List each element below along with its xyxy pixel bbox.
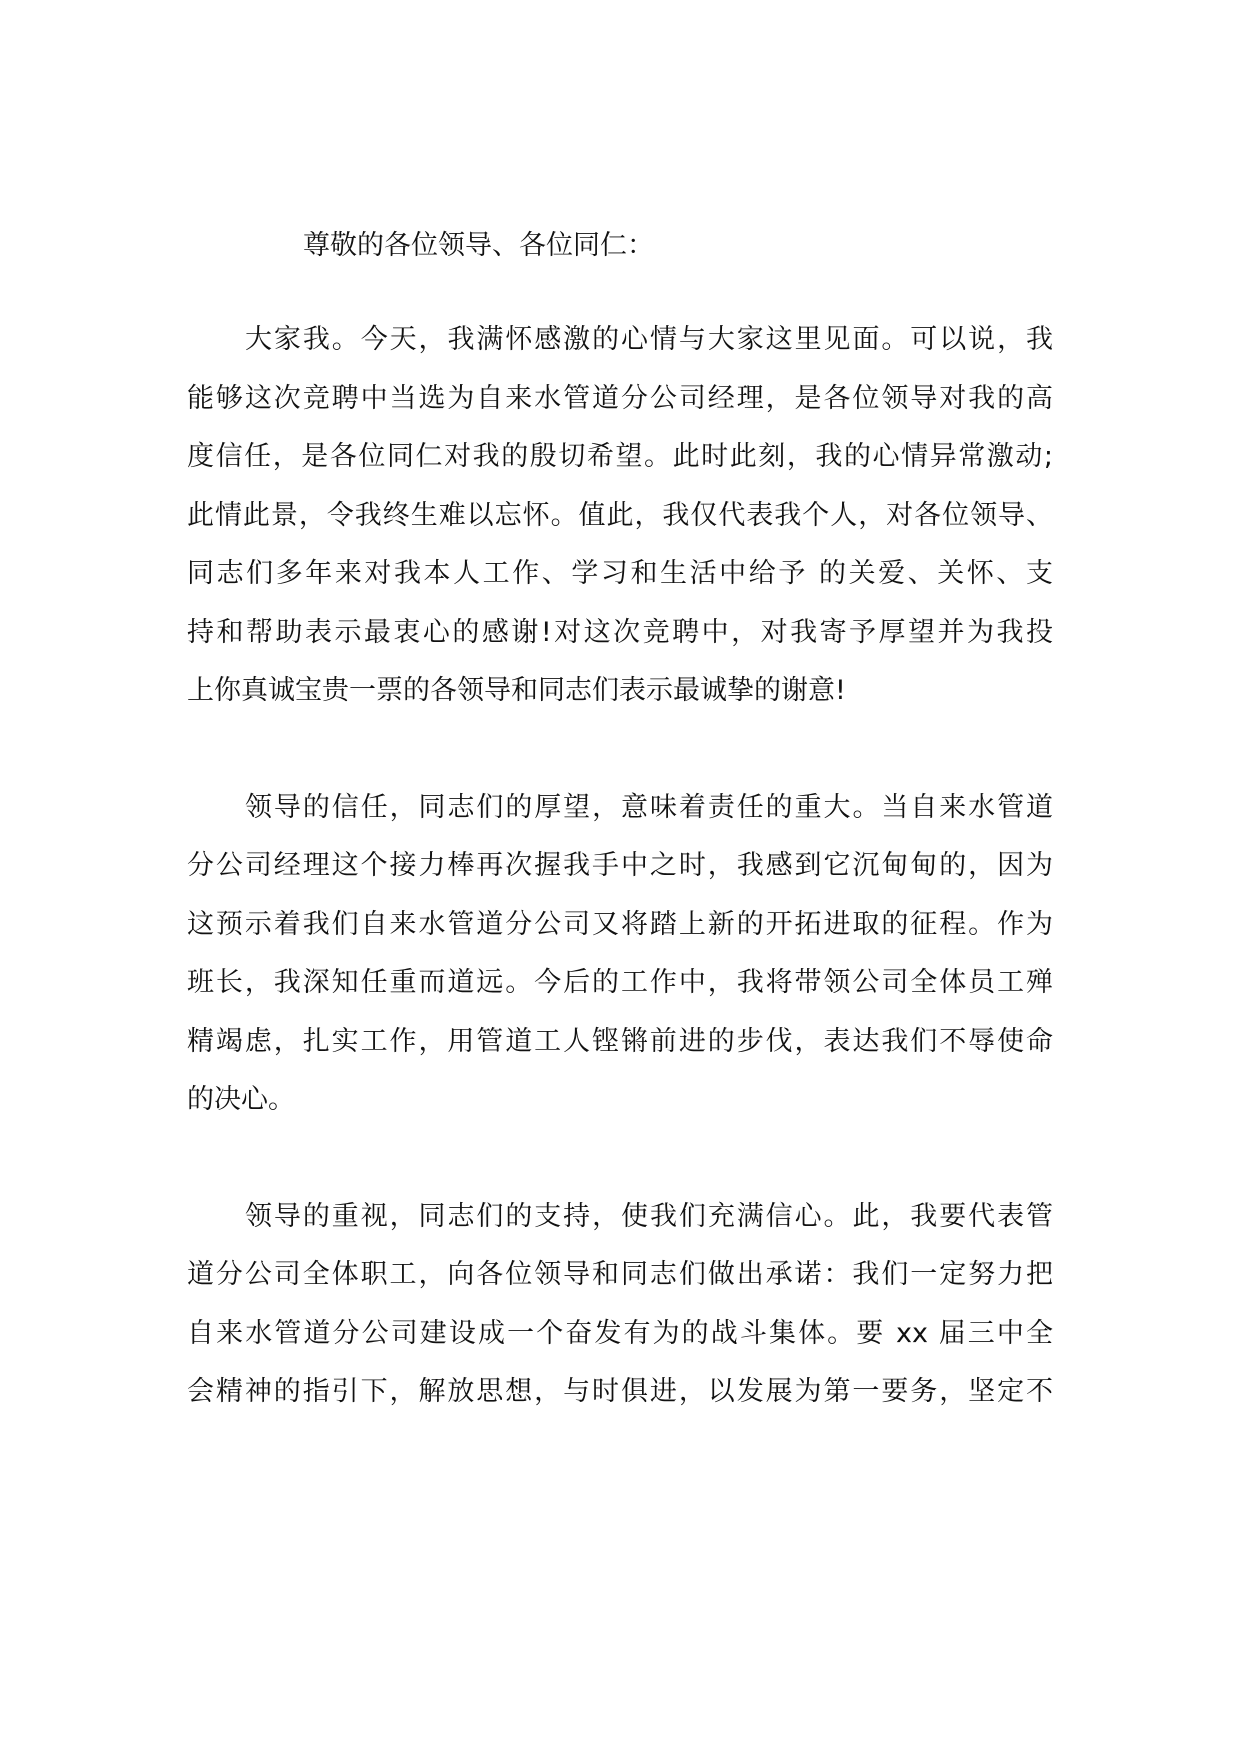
paragraph-line: 自来水管道分公司建设成一个奋发有为的战斗集体。要 xx 届三中全 <box>187 1318 1053 1349</box>
paragraph-line: 大家我。今天，我满怀感激的心情与大家这里见面。可以说，我 <box>245 324 1053 355</box>
paragraph-line: 的决心。 <box>187 1084 295 1115</box>
paragraph-line: 上你真诚宝贵一票的各领导和同志们表示最诚挚的谢意! <box>187 675 846 706</box>
paragraph-line: 这预示着我们自来水管道分公司又将踏上新的开拓进取的征程。作为 <box>187 909 1053 940</box>
paragraph-line: 精竭虑，扎实工作，用管道工人铿锵前进的步伐，表达我们不辱使命 <box>187 1026 1053 1057</box>
paragraph-line: 领导的重视，同志们的支持，使我们充满信心。此，我要代表管 <box>245 1201 1053 1232</box>
paragraph-line: 此情此景，令我终生难以忘怀。值此，我仅代表我个人，对各位领导、 <box>187 500 1053 531</box>
paragraph-line: 持和帮助表示最衷心的感谢!对这次竞聘中，对我寄予厚望并为我投 <box>187 617 1053 648</box>
paragraph-line: 会精神的指引下，解放思想，与时俱进，以发展为第一要务，坚定不 <box>187 1376 1053 1407</box>
paragraph-line: 道分公司全体职工，向各位领导和同志们做出承诺：我们一定努力把 <box>187 1259 1053 1290</box>
paragraph-line: 度信任，是各位同仁对我的殷切希望。此时此刻，我的心情异常激动; <box>187 441 1053 472</box>
paragraph-line: 能够这次竞聘中当选为自来水管道分公司经理，是各位领导对我的高 <box>187 383 1053 414</box>
paragraph-line: 班长，我深知任重而道远。今后的工作中，我将带领公司全体员工殚 <box>187 967 1053 998</box>
paragraph-line: 分公司经理这个接力棒再次握我手中之时，我感到它沉甸甸的，因为 <box>187 850 1053 881</box>
paragraph-line: 同志们多年来对我本人工作、学习和生活中给予 的关爱、关怀、支 <box>187 558 1053 589</box>
salutation: 尊敬的各位领导、各位同仁： <box>303 230 654 261</box>
paragraph-line: 领导的信任，同志们的厚望，意味着责任的重大。当自来水管道 <box>245 792 1053 823</box>
